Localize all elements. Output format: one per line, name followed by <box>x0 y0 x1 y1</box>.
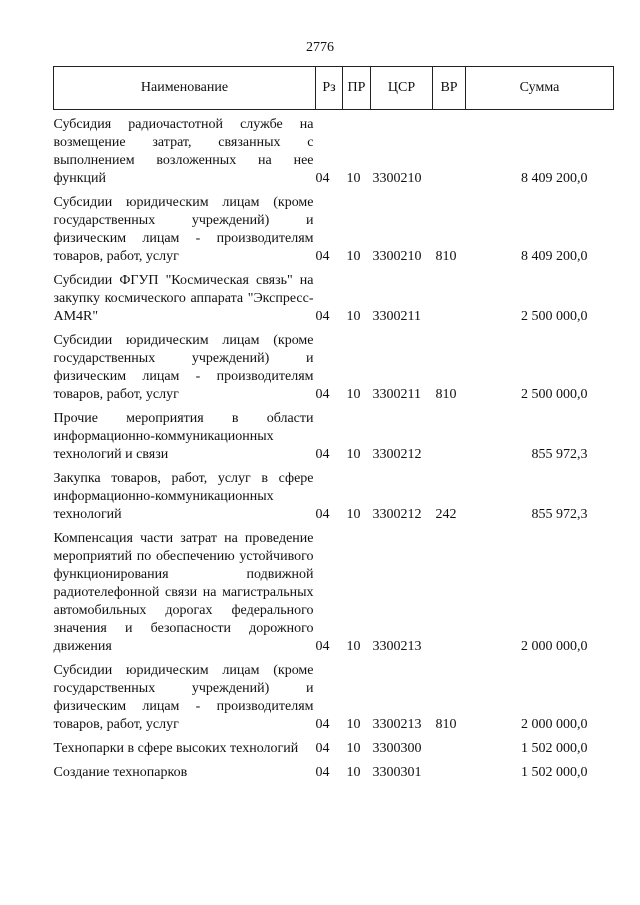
row-sum: 1 502 000,0 <box>521 765 588 780</box>
table-body <box>54 110 614 783</box>
page-number: 2776 <box>306 40 334 55</box>
table-row <box>54 404 614 464</box>
row-csr: 3300300 <box>372 741 422 756</box>
row-pr: 10 <box>346 765 361 780</box>
row-rz: 04 <box>315 249 330 264</box>
row-sum: 8 409 200,0 <box>521 171 588 186</box>
row-name: Закупка товаров, работ, услуг в сфере информационно-коммуникационных технологий <box>53 471 314 522</box>
row-csr: 3300212 <box>372 447 422 462</box>
header-vr: ВР <box>433 67 466 110</box>
row-name: Прочие мероприятия в области информационно-коммуникационных технологий и связи <box>53 411 314 462</box>
row-pr: 10 <box>346 639 361 654</box>
table-row <box>54 326 614 404</box>
table-row <box>54 110 614 189</box>
row-csr: 3300211 <box>372 309 421 324</box>
row-sum: 855 972,3 <box>531 447 588 462</box>
row-sum: 2 000 000,0 <box>521 717 588 732</box>
row-sum: 2 000 000,0 <box>521 639 588 654</box>
row-name: Технопарки в сфере высоких технологий <box>53 741 299 756</box>
row-vr: 242 <box>435 507 457 522</box>
row-csr: 3300212 <box>372 507 422 522</box>
row-name: Субсидия радиочастотной службе на возмещение затрат, связанных с выполнением возложенных на нее функций <box>53 117 314 186</box>
row-rz: 04 <box>315 741 330 756</box>
table-row <box>54 464 614 524</box>
row-vr <box>433 266 466 326</box>
row-name: Компенсация части затрат на проведение мероприятий по обеспечению устойчивого функционирования подвижной радиотелефонной связи на магистральных автомобильных дорогах федерального значения и безопасности дорожного движения <box>53 531 314 654</box>
row-pr: 10 <box>346 717 361 732</box>
row-vr: 810 <box>435 387 457 402</box>
row-name: Субсидии юридическим лицам (кроме государственных учреждений) и физическим лицам - производителям товаров, работ, услуг <box>53 663 314 732</box>
table-row <box>54 188 614 266</box>
row-rz: 04 <box>315 387 330 402</box>
row-name: Субсидии ФГУП "Космическая связь" на закупку космического аппарата "Экспресс-АМ4R" <box>53 273 314 324</box>
row-rz: 04 <box>315 507 330 522</box>
row-name: Субсидии юридическим лицам (кроме государственных учреждений) и физическим лицам - производителям товаров, работ, услуг <box>53 333 314 402</box>
header-sum: Сумма <box>466 67 614 110</box>
row-pr: 10 <box>346 507 361 522</box>
row-sum: 8 409 200,0 <box>521 249 588 264</box>
header-csr: ЦСР <box>371 67 433 110</box>
table-row <box>54 656 614 734</box>
row-vr <box>433 404 466 464</box>
row-sum: 2 500 000,0 <box>521 387 588 402</box>
row-sum: 1 502 000,0 <box>521 741 588 756</box>
table-row <box>54 734 614 758</box>
budget-table <box>53 66 614 782</box>
table-row <box>54 758 614 782</box>
header-pr: ПР <box>343 67 371 110</box>
row-vr: 810 <box>435 249 457 264</box>
row-csr: 3300213 <box>372 717 422 732</box>
table-header <box>54 67 614 110</box>
header-rz: Рз <box>316 67 343 110</box>
row-name: Создание технопарков <box>53 765 188 780</box>
row-csr: 3300210 <box>372 249 422 264</box>
row-csr: 3300213 <box>372 639 422 654</box>
row-pr: 10 <box>346 447 361 462</box>
table-row <box>54 266 614 326</box>
row-vr <box>433 110 466 189</box>
row-sum: 855 972,3 <box>531 507 588 522</box>
row-pr: 10 <box>346 171 361 186</box>
row-name: Субсидии юридическим лицам (кроме государственных учреждений) и физическим лицам - производителям товаров, работ, услуг <box>53 195 314 264</box>
header-name: Наименование <box>54 67 316 110</box>
row-vr <box>433 524 466 656</box>
table-row <box>54 524 614 656</box>
row-csr: 3300301 <box>372 765 422 780</box>
row-rz: 04 <box>315 639 330 654</box>
row-vr <box>433 734 466 758</box>
row-pr: 10 <box>346 309 361 324</box>
row-pr: 10 <box>346 387 361 402</box>
row-pr: 10 <box>346 741 361 756</box>
row-csr: 3300211 <box>372 387 421 402</box>
row-vr <box>433 758 466 782</box>
row-csr: 3300210 <box>372 171 422 186</box>
row-rz: 04 <box>315 765 330 780</box>
row-rz: 04 <box>315 171 330 186</box>
row-pr: 10 <box>346 249 361 264</box>
row-sum: 2 500 000,0 <box>521 309 588 324</box>
row-rz: 04 <box>315 717 330 732</box>
row-rz: 04 <box>315 309 330 324</box>
row-vr: 810 <box>435 717 457 732</box>
row-rz: 04 <box>315 447 330 462</box>
